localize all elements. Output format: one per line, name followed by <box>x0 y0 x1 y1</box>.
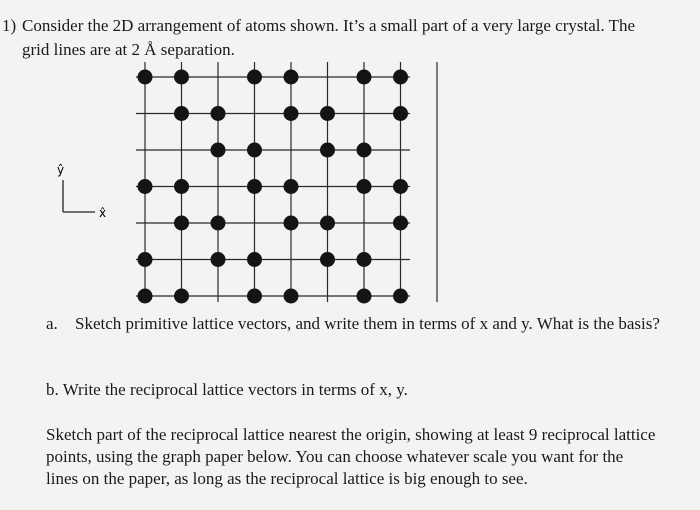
atom <box>174 70 189 85</box>
atom <box>211 252 226 267</box>
atom <box>284 179 299 194</box>
atom <box>284 106 299 121</box>
atom <box>211 143 226 158</box>
atom <box>247 70 262 85</box>
atom <box>247 252 262 267</box>
atom <box>138 252 153 267</box>
atom <box>284 289 299 304</box>
atom <box>393 216 408 231</box>
atom <box>247 179 262 194</box>
atom <box>138 289 153 304</box>
atom <box>393 106 408 121</box>
part-a-text: Sketch primitive lattice vectors, and write them in terms of x and y. What is the basis? <box>75 314 660 333</box>
atom <box>320 252 335 267</box>
atom <box>393 179 408 194</box>
atom <box>284 216 299 231</box>
atom <box>284 70 299 85</box>
y-axis-label: ŷ <box>57 163 65 177</box>
question-intro-line-1: Consider the 2D arrangement of atoms shown. It’s a small part of a very large crystal. The <box>22 16 636 35</box>
atom <box>247 143 262 158</box>
atom <box>357 252 372 267</box>
part-a-label: a. <box>46 314 58 333</box>
atom <box>138 179 153 194</box>
sketch-instructions-line-2: points, using the graph paper below. You can choose whatever scale you want for the <box>46 447 624 466</box>
question-intro-line-2: grid lines are at 2 Å separation. <box>22 40 235 59</box>
atom <box>320 216 335 231</box>
atom <box>393 289 408 304</box>
atom <box>357 179 372 194</box>
atom <box>174 106 189 121</box>
atom <box>320 106 335 121</box>
sketch-instructions-line-1: Sketch part of the reciprocal lattice nearest the origin, showing at least 9 reciprocal lattice <box>46 425 656 444</box>
atom <box>174 179 189 194</box>
atom <box>393 70 408 85</box>
atom <box>357 143 372 158</box>
atom <box>357 289 372 304</box>
x-axis-label: x̂ <box>99 206 107 220</box>
atom <box>174 289 189 304</box>
atom <box>174 216 189 231</box>
sketch-instructions-line-3: lines on the paper, as long as the reciprocal lattice is big enough to see. <box>46 469 528 488</box>
atom <box>211 106 226 121</box>
atom <box>138 70 153 85</box>
atom <box>320 143 335 158</box>
question-number: 1) <box>2 16 17 35</box>
part-b-text: b. Write the reciprocal lattice vectors in terms of x, y. <box>46 380 408 399</box>
atom <box>211 216 226 231</box>
axis-indicator <box>57 163 106 220</box>
atom <box>247 289 262 304</box>
atom <box>357 70 372 85</box>
